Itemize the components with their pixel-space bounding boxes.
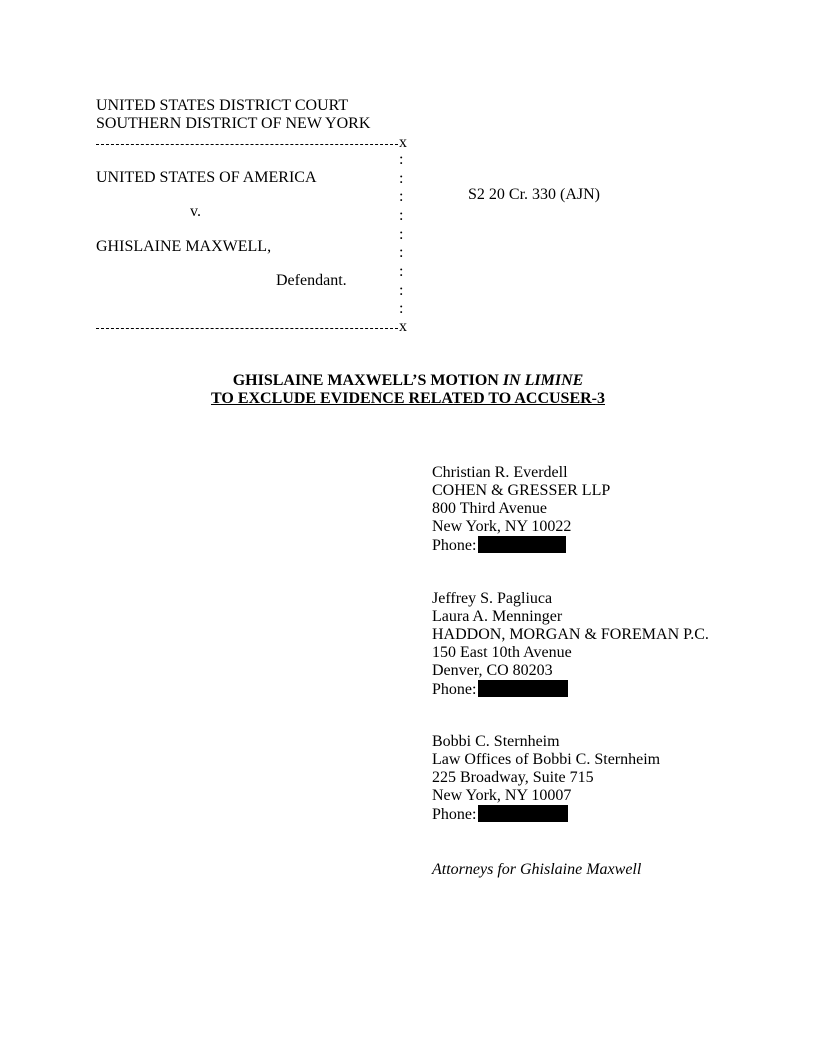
counsel-line: Bobbi C. Sternheim (432, 733, 560, 750)
counsel-phone (432, 680, 709, 699)
court-district: SOUTHERN DISTRICT OF NEW YORK (96, 115, 371, 132)
counsel-line: HADDON, MORGAN & FOREMAN P.C. (432, 626, 709, 643)
redaction-box (478, 536, 566, 553)
caption-plaintiff: UNITED STATES OF AMERICA (96, 169, 317, 186)
counsel-line: New York, NY 10007 (432, 787, 572, 804)
counsel-block-2 (432, 590, 709, 699)
counsel-line: 800 Third Avenue (432, 500, 547, 517)
caption-colon: : (399, 226, 404, 243)
counsel-line: New York, NY 10022 (432, 518, 572, 535)
counsel-phone (432, 536, 610, 555)
caption-top-rule (96, 144, 398, 146)
attorneys-for: Attorneys for Ghislaine Maxwell (432, 861, 642, 878)
caption-bottom-x: x (399, 318, 407, 335)
counsel-line: Christian R. Everdell (432, 464, 568, 481)
counsel-line: Jeffrey S. Pagliuca (432, 590, 553, 607)
caption-colon: : (399, 188, 404, 205)
counsel-phone (432, 805, 660, 824)
counsel-block-3 (432, 733, 660, 824)
phone-label: Phone: (432, 537, 477, 554)
motion-title-line2 (0, 390, 816, 408)
caption-bottom-rule (96, 328, 398, 330)
motion-title-subject: TO EXCLUDE EVIDENCE RELATED TO ACCUSER-3 (210, 390, 605, 407)
redaction-box (478, 680, 568, 697)
caption-defendant-name: GHISLAINE MAXWELL, (96, 238, 272, 255)
motion-title-in-limine: IN LIMINE (502, 372, 584, 389)
caption-top-x: x (399, 134, 407, 151)
counsel-line: 150 East 10th Avenue (432, 644, 572, 661)
caption-defendant-label: Defendant. (276, 272, 347, 289)
redaction-box (478, 805, 568, 822)
counsel-line: Laura A. Menninger (432, 608, 563, 625)
motion-title-line1 (0, 372, 816, 390)
court-name: UNITED STATES DISTRICT COURT (96, 97, 349, 114)
phone-label: Phone: (432, 806, 477, 823)
caption-colon: : (399, 300, 404, 317)
counsel-line: COHEN & GRESSER LLP (432, 482, 611, 499)
caption-versus: v. (190, 203, 201, 220)
caption-colon: : (399, 151, 404, 168)
caption-colon: : (399, 263, 404, 280)
caption-colon: : (399, 244, 404, 261)
counsel-line: Denver, CO 80203 (432, 662, 553, 679)
counsel-line: 225 Broadway, Suite 715 (432, 769, 594, 786)
phone-label: Phone: (432, 681, 477, 698)
caption-colon: : (399, 170, 404, 187)
counsel-block-1 (432, 464, 610, 555)
case-number: S2 20 Cr. 330 (AJN) (468, 186, 601, 203)
counsel-line: Law Offices of Bobbi C. Sternheim (432, 751, 661, 768)
caption-colon: : (399, 282, 404, 299)
caption-colon: : (399, 207, 404, 224)
motion-title-prefix: GHISLAINE MAXWELL’S MOTION (232, 372, 503, 389)
